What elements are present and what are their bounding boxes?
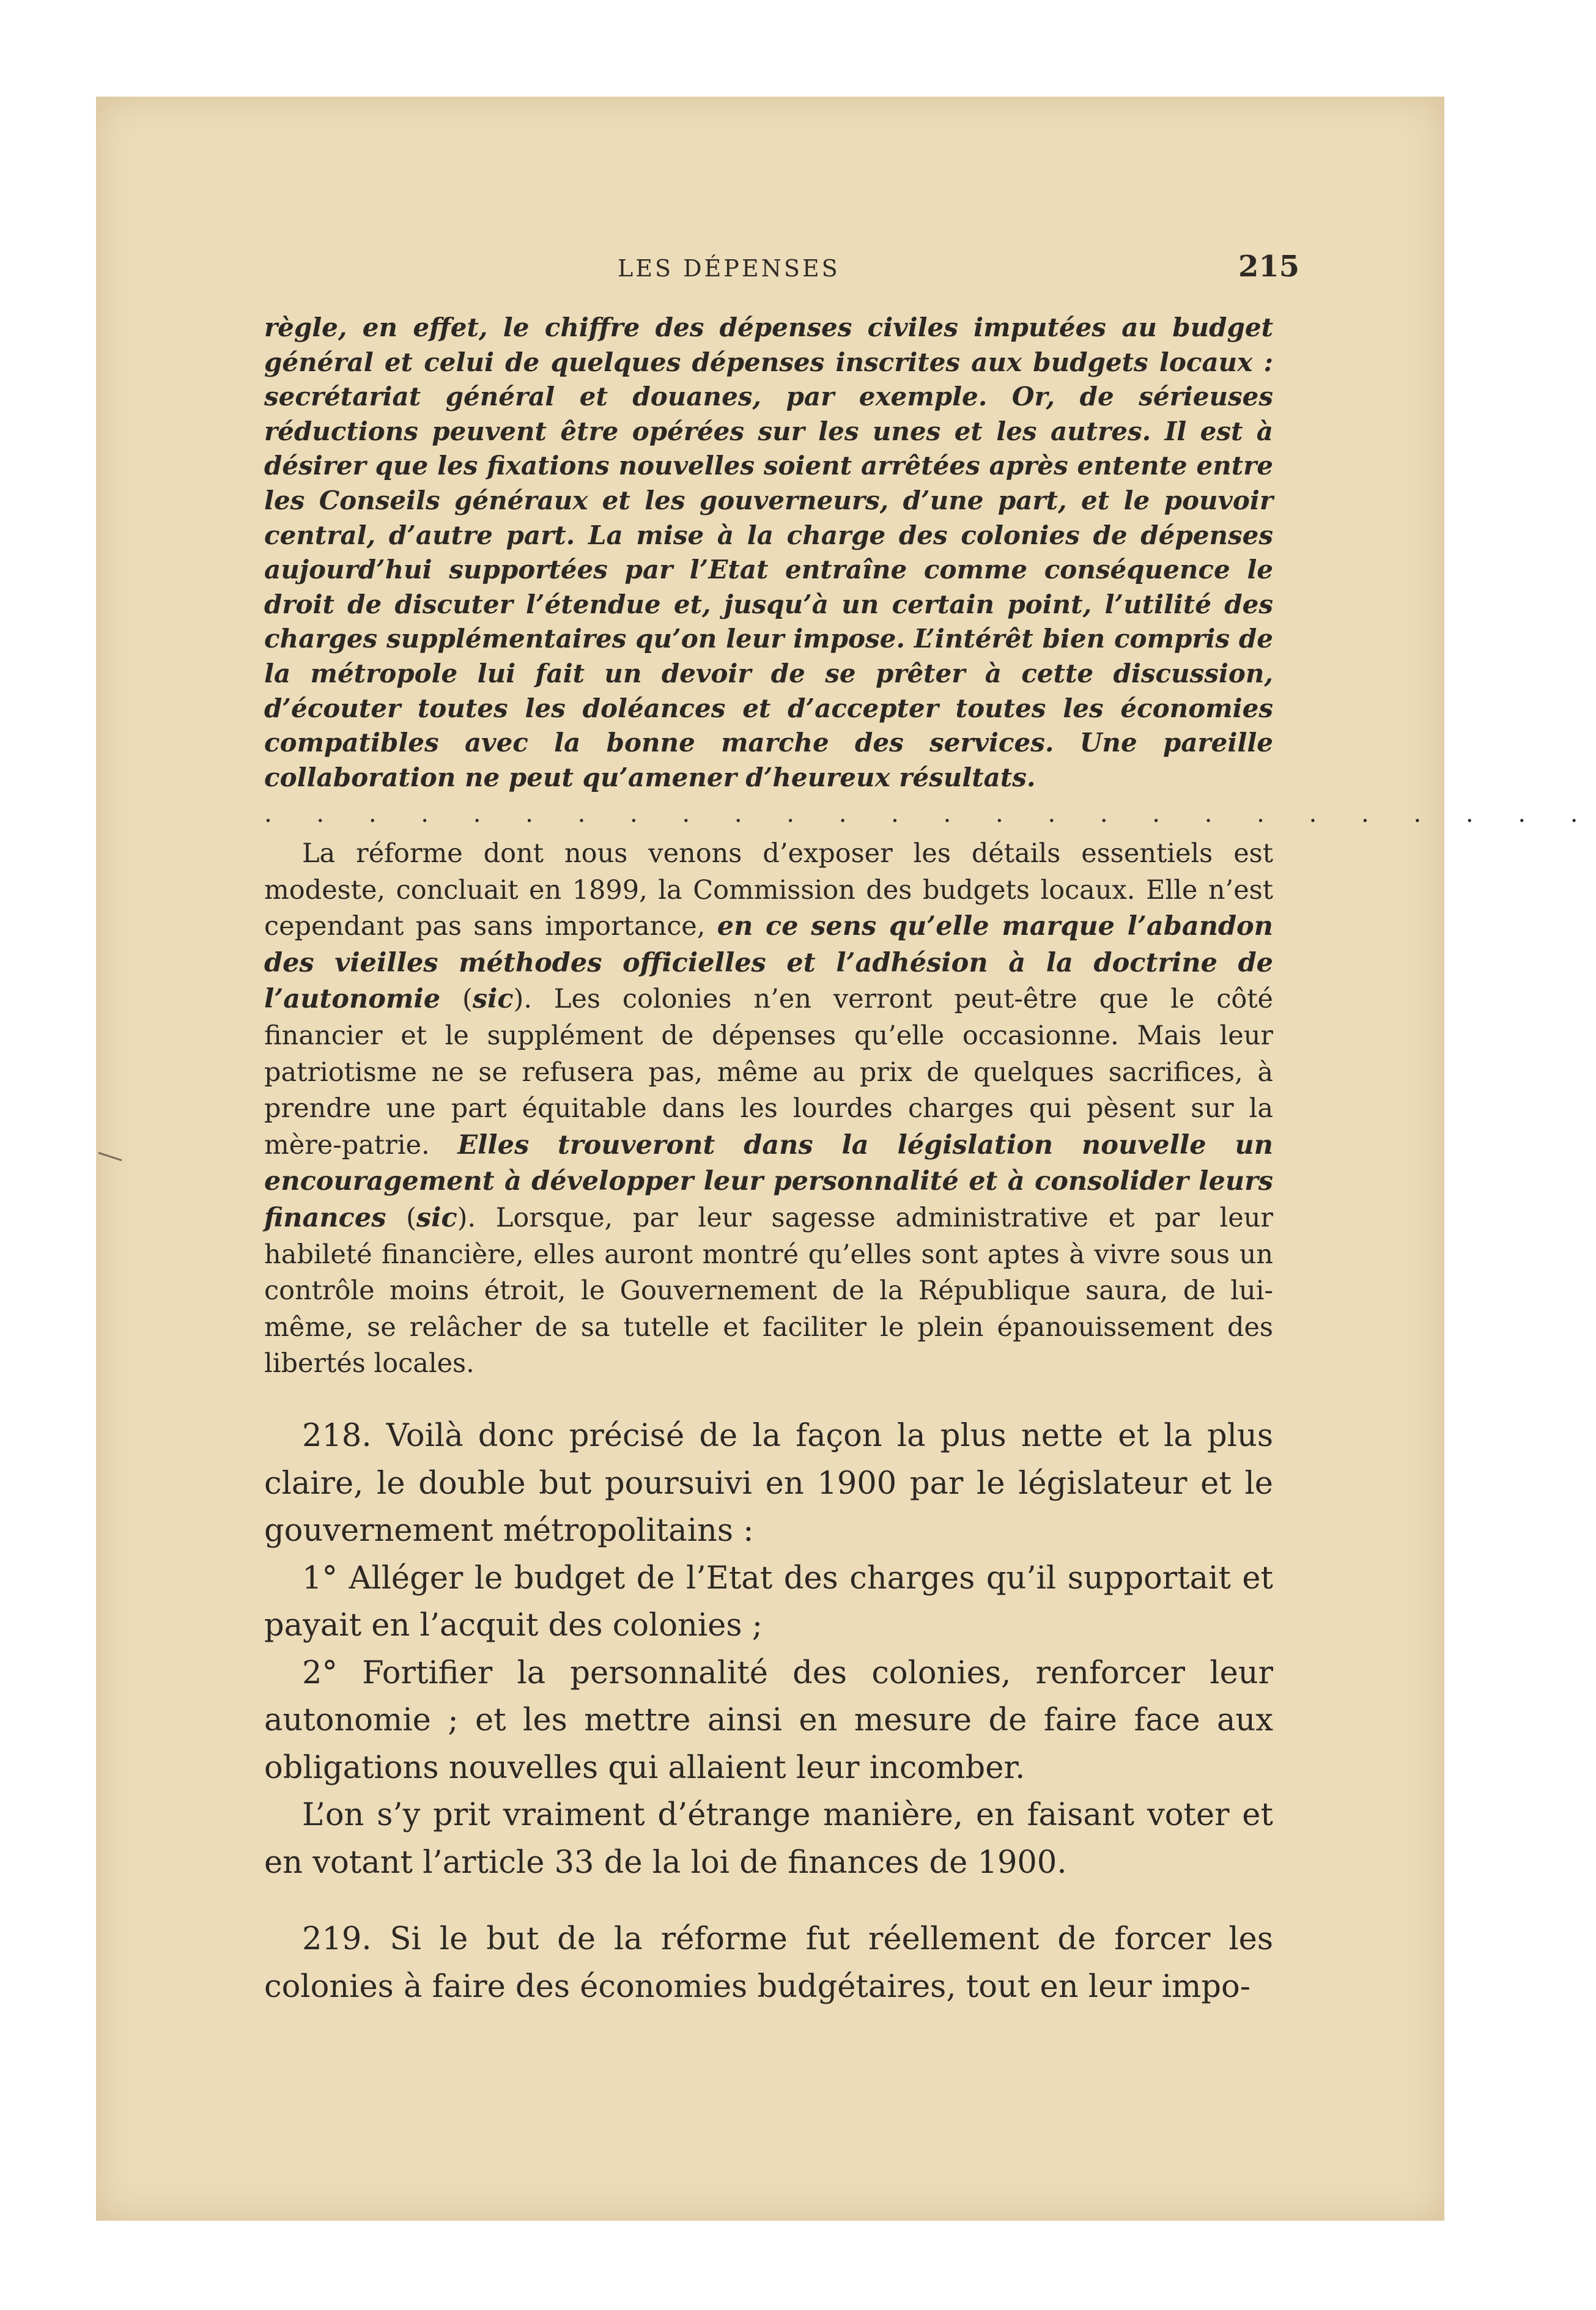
paragraph-lon: L’on s’y prit vraiment d’étrange manière, en faisant voter et en votant l’article 33 de la loi de finances de 1900.	[264, 1797, 1273, 1881]
running-title: LES DÉPENSES	[618, 255, 840, 282]
italic-quotation: règle, en effet, le chiffre des dépenses civiles imputées au budget général et celui de quelques dépenses inscrites aux budgets locaux : secrétariat général et douanes, par exemple. Or, de sérieuses réductions peuvent être opérées sur les unes et les autres. Il est à désirer que les fixations nouvelles soient arrêtées après entente entre les Conseils généraux et les gouverneurs, d’une part, et le pouvoir central, d’autre part. La mise à la charge des colonies de dépenses aujourd’hui supportées par l’Etat entraîne comme conséquence le droit de discuter l’étendue et, jusqu’à un certain point, l’utilité des charges supplémentaires qu’on leur impose. L’intérêt bien compris de la métropole lui fait un devoir de se prêter à cette discussion, d’écouter toutes les doléances et d’accepter toutes les économies compatibles avec la bonne marche des services. Une pareille collaboration ne peut qu’amener d’heureux résultats.	[264, 312, 1273, 792]
paragraph-218: 218. Voilà donc précisé de la façon la plus nette et la plus claire, le double but poursuivi en 1900 par le législateur et le gouvernement métropolitains :	[264, 1418, 1273, 1549]
paragraph-219: 219. Si le but de la réforme fut réellement de forcer les colonies à faire des économies budgétaires, tout en leur impo-	[264, 1921, 1273, 2005]
list-item-2: 2° Fortifier la personnalité des colonies, renforcer leur autonomie ; et les mettre ainsi en mesure de faire face aux obligations nouvelles qui allaient leur incomber.	[264, 1655, 1273, 1786]
commission-paragraph: La réforme dont nous venons d’exposer les détails essentiels est modeste, concluait en 1899, la Commission des budgets locaux. Elle n’est cependant pas sans importance, en ce sens qu’elle marque l’abandon des vieilles méthodes officielles et l’adhésion à la doctrine de l’autonomie (sic). Les colonies n’en verront peut-être que le côté financier et le supplément de dépenses qu’elle occasionne. Mais leur patriotisme ne se refusera pas, même au prix de quelques sacrifices, à prendre une part équitable dans les lourdes charges qui pèsent sur la mère-patrie. Elles trouveront dans la législation nouvelle un encouragement à développer leur personnalité et à consolider leurs finances (sic). Lorsque, par leur sagesse administrative et par leur habileté financière, elles auront montré qu’elles sont aptes à vivre sous un contrôle moins étroit, le Gouvernement de la République saura, de lui-même, se relâcher de sa tutelle et faciliter le plein épanouissement des libertés locales.	[264, 838, 1273, 1379]
main-text	[264, 1412, 1273, 2010]
ellipsis-separator: . . . . . . . . . . . . . . . . . . . . . . . . . .	[264, 800, 1596, 828]
commission-quotation	[264, 836, 1273, 1382]
list-item-1: 1° Alléger le budget de l’Etat des charges qu’il supportait et payait en l’acquit des colonies ;	[264, 1560, 1273, 1644]
page-number: 215	[1238, 249, 1300, 284]
